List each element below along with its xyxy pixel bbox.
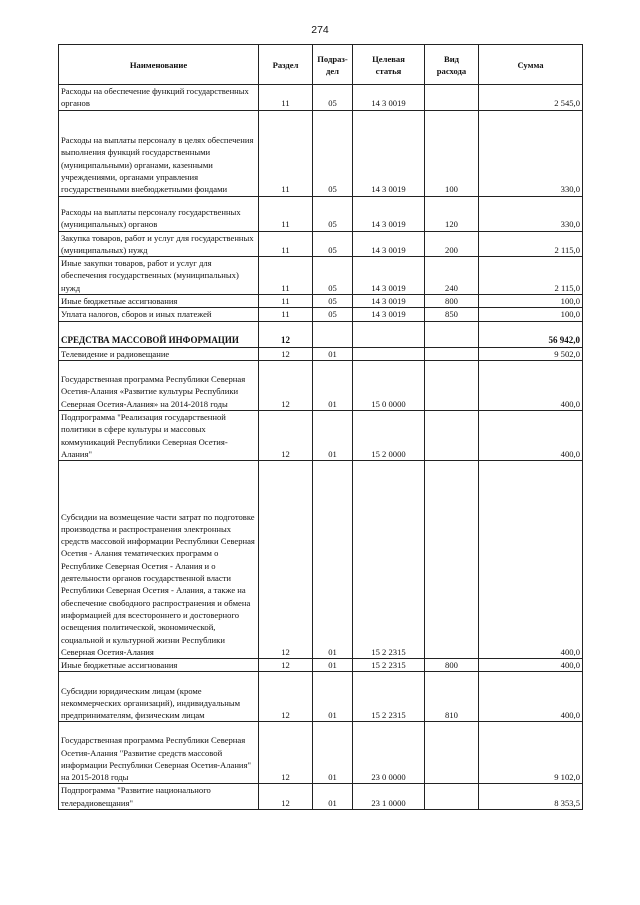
table-row	[59, 110, 583, 196]
row-type: 240	[425, 257, 479, 295]
row-name: Субсидии юридическим лицам (кроме некоммерческих организаций), индивидуальным предпринимателям, физическим лицам	[59, 672, 259, 722]
row-amount: 400,0	[479, 410, 583, 460]
row-type: 800	[425, 295, 479, 308]
row-subsection: 01	[313, 784, 353, 810]
row-subsection: 05	[313, 196, 353, 231]
table-row	[59, 295, 583, 308]
row-name: Подпрограмма "Развитие национального телерадиовещания"	[59, 784, 259, 810]
table-row	[59, 360, 583, 410]
row-amount: 400,0	[479, 672, 583, 722]
row-section: 12	[259, 659, 313, 672]
row-amount: 330,0	[479, 110, 583, 196]
row-amount: 56 942,0	[479, 321, 583, 347]
row-section: 11	[259, 85, 313, 111]
row-section: 12	[259, 410, 313, 460]
row-target: 15 2 0000	[353, 410, 425, 460]
row-section: 12	[259, 360, 313, 410]
row-amount: 2 115,0	[479, 231, 583, 257]
row-subsection: 01	[313, 672, 353, 722]
row-type	[425, 347, 479, 360]
row-amount: 330,0	[479, 196, 583, 231]
row-section: 11	[259, 196, 313, 231]
row-target: 15 2 2315	[353, 659, 425, 672]
table-row	[59, 722, 583, 784]
row-amount: 9 102,0	[479, 722, 583, 784]
row-section: 12	[259, 784, 313, 810]
row-name: Расходы на обеспечение функций государственных органов	[59, 85, 259, 111]
row-target	[353, 321, 425, 347]
table-row	[59, 347, 583, 360]
row-type	[425, 85, 479, 111]
budget-table	[58, 44, 583, 810]
row-amount: 8 353,5	[479, 784, 583, 810]
row-subsection: 05	[313, 295, 353, 308]
row-target	[353, 347, 425, 360]
row-type: 850	[425, 308, 479, 321]
row-type: 120	[425, 196, 479, 231]
row-subsection: 01	[313, 461, 353, 659]
table-header-row	[59, 45, 583, 85]
row-subsection: 05	[313, 85, 353, 111]
table-row	[59, 461, 583, 659]
row-subsection: 05	[313, 257, 353, 295]
row-name: Расходы на выплаты персоналу в целях обеспечения выполнения функций государственными (муниципальными) органами, казенными учреждениями, органами управления государственными внебюджетными фондами	[59, 110, 259, 196]
row-amount: 100,0	[479, 308, 583, 321]
row-subsection: 05	[313, 308, 353, 321]
row-amount: 400,0	[479, 659, 583, 672]
row-type: 800	[425, 659, 479, 672]
row-target: 14 3 0019	[353, 196, 425, 231]
row-type	[425, 461, 479, 659]
row-amount: 100,0	[479, 295, 583, 308]
row-name: Иные бюджетные ассигнования	[59, 659, 259, 672]
row-section: 11	[259, 110, 313, 196]
row-target: 14 3 0019	[353, 295, 425, 308]
row-target: 14 3 0019	[353, 85, 425, 111]
page-number: 274	[311, 24, 329, 36]
row-section: 12	[259, 672, 313, 722]
row-type: 100	[425, 110, 479, 196]
row-amount: 9 502,0	[479, 347, 583, 360]
row-subsection: 01	[313, 347, 353, 360]
row-target: 15 2 2315	[353, 461, 425, 659]
row-subsection: 05	[313, 231, 353, 257]
row-target: 23 0 0000	[353, 722, 425, 784]
table-row	[59, 231, 583, 257]
header-section: Раздел	[259, 45, 313, 85]
row-name: Иные бюджетные ассигнования	[59, 295, 259, 308]
table-row	[59, 784, 583, 810]
row-subsection	[313, 321, 353, 347]
row-section: 11	[259, 308, 313, 321]
row-amount: 400,0	[479, 461, 583, 659]
table-row	[59, 410, 583, 460]
table-row	[59, 257, 583, 295]
row-name: Расходы на выплаты персоналу государственных (муниципальных) органов	[59, 196, 259, 231]
row-target: 14 3 0019	[353, 308, 425, 321]
header-subsection: Подраз- дел	[313, 45, 353, 85]
row-section: 11	[259, 295, 313, 308]
header-target: Целевая статья	[353, 45, 425, 85]
row-section: 12	[259, 347, 313, 360]
row-target: 23 1 0000	[353, 784, 425, 810]
row-name: Телевидение и радиовещание	[59, 347, 259, 360]
row-target: 14 3 0019	[353, 257, 425, 295]
row-type	[425, 784, 479, 810]
row-subsection: 01	[313, 410, 353, 460]
row-name: Подпрограмма "Реализация государственной политики в сфере культуры и массовых коммуникаций Республики Северная Осетия-Алания"	[59, 410, 259, 460]
row-target: 15 2 2315	[353, 672, 425, 722]
table-row	[59, 308, 583, 321]
row-target: 15 0 0000	[353, 360, 425, 410]
row-name: Государственная программа Республики Северная Осетия-Алания "Развитие средств массовой информации Республики Северная Осетия-Алания" на 2015-2018 годы	[59, 722, 259, 784]
row-name: Субсидии на возмещение части затрат по подготовке производства и распространения электронных средств массовой информации Республики Северная Осетия - Алания тематических программ о Республике Северная Осетия - Алания и о деятельности органов государственной власти Республики Северная Осетия - Алания, а также на обеспечение свободного распространения и обмена информацией для всестороннего и достоверного освещения политической, экономической, социальной и культурной жизни Республики Северная Осетия-Алания	[59, 461, 259, 659]
row-subsection: 01	[313, 360, 353, 410]
row-section: 12	[259, 722, 313, 784]
row-section: 11	[259, 257, 313, 295]
table-row	[59, 196, 583, 231]
row-type: 200	[425, 231, 479, 257]
row-subsection: 05	[313, 110, 353, 196]
table-row	[59, 85, 583, 111]
row-target: 14 3 0019	[353, 110, 425, 196]
row-section: 12	[259, 461, 313, 659]
header-type: Вид расхода	[425, 45, 479, 85]
row-type	[425, 722, 479, 784]
row-name: Закупка товаров, работ и услуг для государственных (муниципальных) нужд	[59, 231, 259, 257]
row-subsection: 01	[313, 659, 353, 672]
row-amount: 2 545,0	[479, 85, 583, 111]
header-amount: Сумма	[479, 45, 583, 85]
row-type	[425, 360, 479, 410]
row-name: СРЕДСТВА МАССОВОЙ ИНФОРМАЦИИ	[59, 321, 259, 347]
row-section: 12	[259, 321, 313, 347]
row-name: Государственная программа Республики Северная Осетия-Алания «Развитие культуры Республики Северная Осетия-Алания» на 2014-2018 годы	[59, 360, 259, 410]
row-type	[425, 321, 479, 347]
row-name: Уплата налогов, сборов и иных платежей	[59, 308, 259, 321]
row-amount: 400,0	[479, 360, 583, 410]
table-row	[59, 672, 583, 722]
table-row	[59, 659, 583, 672]
row-subsection: 01	[313, 722, 353, 784]
row-name: Иные закупки товаров, работ и услуг для обеспечения государственных (муниципальных) нужд	[59, 257, 259, 295]
row-type	[425, 410, 479, 460]
row-type: 810	[425, 672, 479, 722]
row-target: 14 3 0019	[353, 231, 425, 257]
table-row-section-total	[59, 321, 583, 347]
row-amount: 2 115,0	[479, 257, 583, 295]
header-name: Наименование	[59, 45, 259, 85]
row-section: 11	[259, 231, 313, 257]
